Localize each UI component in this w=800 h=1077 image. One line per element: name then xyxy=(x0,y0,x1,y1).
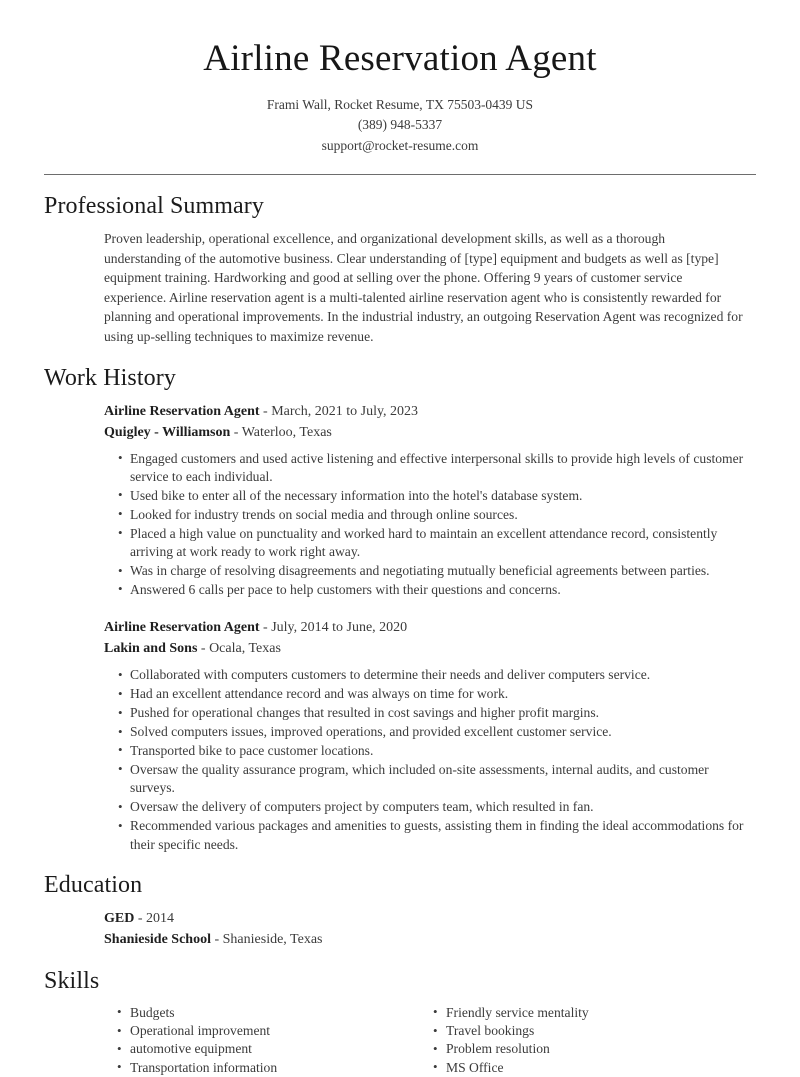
header-divider xyxy=(44,174,756,175)
job-bullet: • Recommended various packages and amenities to guests, assisting them in finding the ideal accommodations for their specific needs. xyxy=(104,817,756,854)
skill-item: • Friendly service mentality xyxy=(420,1004,736,1022)
skill-item: • automotive equipment xyxy=(104,1040,420,1058)
job-title: Airline Reservation Agent xyxy=(104,620,260,636)
work-history-entry xyxy=(104,617,756,854)
education-degree: GED xyxy=(104,910,135,926)
contact-email: support@rocket-resume.com xyxy=(321,137,479,153)
job-bullet-list xyxy=(104,450,756,600)
skill-item: • MS Office xyxy=(420,1059,736,1077)
job-company: Lakin and Sons xyxy=(104,641,198,657)
section-heading-education: Education xyxy=(44,871,143,898)
section-heading-summary: Professional Summary xyxy=(44,193,264,220)
job-bullet: • Was in charge of resolving disagreements and negotiating mutually beneficial agreements between parties. xyxy=(104,562,756,580)
skills-column-left xyxy=(104,1004,420,1077)
education-body xyxy=(44,908,756,950)
contact-info xyxy=(44,95,756,157)
section-heading-work-history: Work History xyxy=(44,364,176,391)
job-title: Airline Reservation Agent xyxy=(104,403,260,419)
job-bullet: • Looked for industry trends on social media and through online sources. xyxy=(104,506,756,524)
job-dates: - July, 2014 to June, 2020 xyxy=(259,620,408,636)
job-bullet: • Oversaw the quality assurance program, which included on-site assessments, internal audits, and customer surveys. xyxy=(104,761,756,798)
job-company-line xyxy=(104,422,756,443)
job-bullet-list xyxy=(104,666,756,854)
job-bullet: • Used bike to enter all of the necessary information into the hotel's database system. xyxy=(104,487,756,505)
summary-body xyxy=(44,229,756,347)
work-history-entry xyxy=(104,401,756,600)
education-school: Shanieside School xyxy=(104,931,211,947)
education-entry xyxy=(104,908,756,950)
skills-list-left xyxy=(104,1004,420,1077)
skills-body xyxy=(44,1004,756,1077)
education-school-line xyxy=(104,929,756,950)
section-heading-skills: Skills xyxy=(44,967,100,994)
section-professional-summary xyxy=(44,191,756,347)
skills-column-right xyxy=(420,1004,736,1077)
job-title-line xyxy=(104,401,756,422)
education-degree-line xyxy=(104,908,756,929)
job-location: - Waterloo, Texas xyxy=(230,424,332,440)
job-bullet: • Oversaw the delivery of computers project by computers team, which resulted in fan. xyxy=(104,798,756,816)
education-location: - Shanieside, Texas xyxy=(210,931,323,947)
job-company-line xyxy=(104,638,756,659)
job-bullet: • Transported bike to pace customer locations. xyxy=(104,742,756,760)
work-history-body xyxy=(44,401,756,854)
skill-item: • Operational improvement xyxy=(104,1022,420,1040)
section-work-history xyxy=(44,363,756,854)
page-title: Airline Reservation Agent xyxy=(203,38,597,79)
skill-item: • Budgets xyxy=(104,1004,420,1022)
job-company: Quigley - Williamson xyxy=(104,424,231,440)
skill-item: • Problem resolution xyxy=(420,1040,736,1058)
job-bullet: • Answered 6 calls per pace to help customers with their questions and concerns. xyxy=(104,581,756,599)
skill-item: • Transportation information xyxy=(104,1059,420,1077)
job-title-line xyxy=(104,617,756,638)
job-bullet: • Collaborated with computers customers to determine their needs and deliver computers service. xyxy=(104,666,756,684)
skills-list-right xyxy=(420,1004,736,1077)
summary-text: Proven leadership, operational excellence, and organizational development skills, as well as a thorough understanding of the automotive business. Clear understanding of [type] equipment and budgets as well as [type] equipment training. Hardworking and good at selling over the phone. Offering 9 years of customer service experience. Airline reservation agent is a multi-talented airline reservation agent who is consistently rewarded for planning and operational improvements. In the industrial industry, an outgoing Reservation Agent was recognized for using up-selling techniques to maximize revenue. xyxy=(104,231,743,345)
job-bullet: • Engaged customers and used active listening and effective interpersonal skills to provide high levels of customer service to each individual. xyxy=(104,450,756,487)
job-bullet: • Placed a high value on punctuality and worked hard to maintain an excellent attendance record, consistently arriving at work ready to work right away. xyxy=(104,525,756,562)
education-year: - 2014 xyxy=(134,910,175,926)
section-education xyxy=(44,870,756,950)
section-skills xyxy=(44,966,756,1077)
job-bullet: • Pushed for operational changes that resulted in cost savings and higher profit margins. xyxy=(104,704,756,722)
job-bullet: • Solved computers issues, improved operations, and provided excellent customer service. xyxy=(104,723,756,741)
job-location: - Ocala, Texas xyxy=(197,641,281,657)
skill-item: • Travel bookings xyxy=(420,1022,736,1040)
job-bullet: • Had an excellent attendance record and was always on time for work. xyxy=(104,685,756,703)
job-dates: - March, 2021 to July, 2023 xyxy=(259,403,419,419)
contact-address: Frami Wall, Rocket Resume, TX 75503-0439 US xyxy=(266,96,534,112)
contact-phone: (389) 948-5337 xyxy=(357,117,443,133)
